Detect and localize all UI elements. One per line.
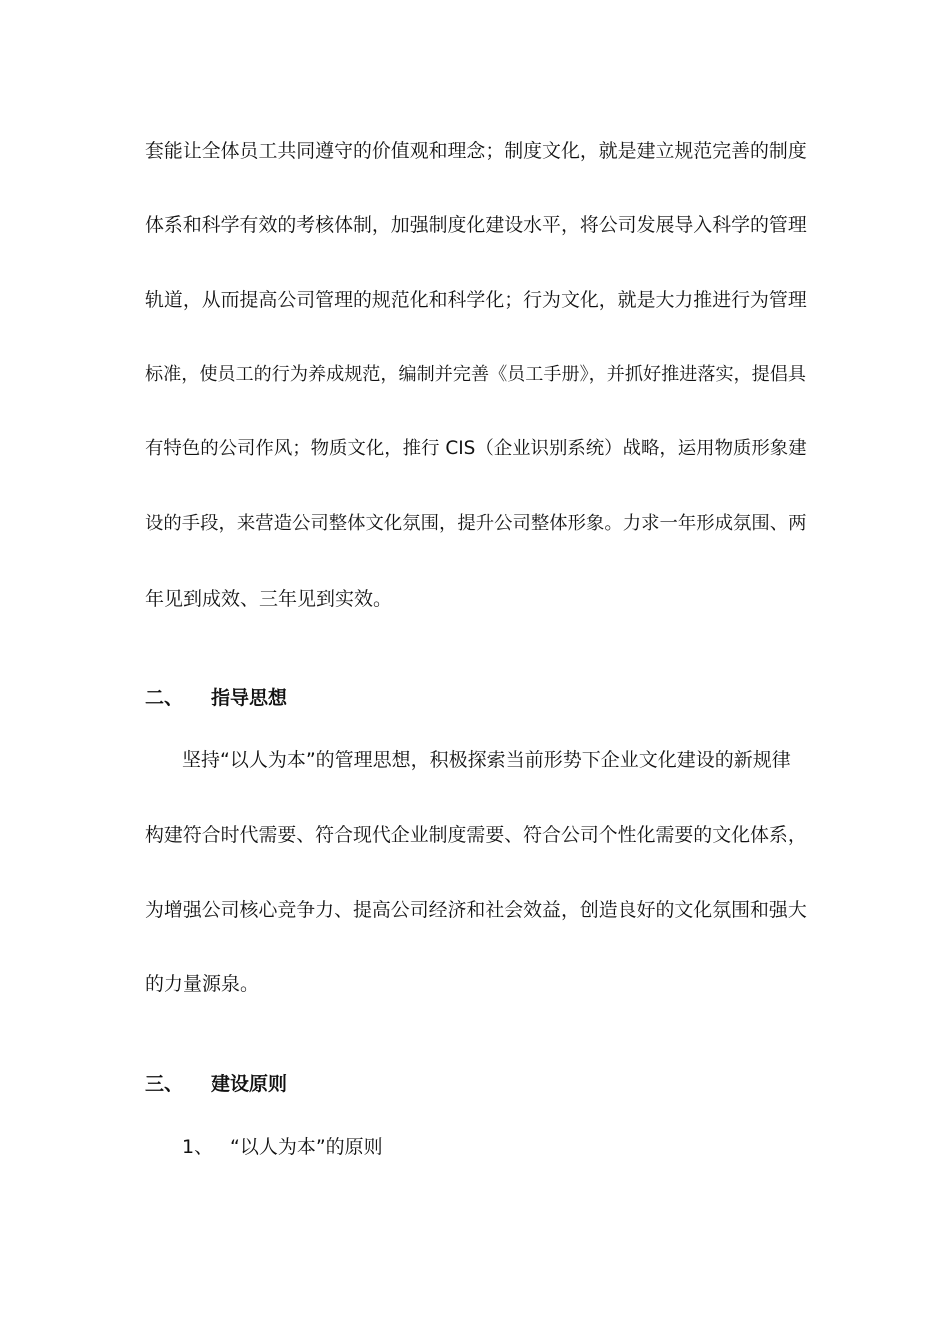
paragraph-line: 为增强公司核心竞争力、提高公司经济和社会效益，创造良好的文化氛围和强大 bbox=[145, 899, 807, 921]
paragraph-line: 体系和科学有效的考核体制，加强制度化建设水平，将公司发展导入科学的管理 bbox=[145, 214, 807, 236]
principle-item bbox=[182, 1135, 383, 1159]
item-number: 1、 bbox=[182, 1136, 214, 1158]
paragraph-line: 有特色的公司作风；物质文化，推行 CIS（企业识别系统）战略，运用物质形象建 bbox=[145, 438, 807, 459]
paragraph-line: 构建符合时代需要、符合现代企业制度需要、符合公司个性化需要的文化体系， bbox=[145, 824, 807, 846]
paragraph-line: 年见到成效、三年见到实效。 bbox=[145, 588, 393, 610]
paragraph-line: 设的手段，来营造公司整体文化氛围，提升公司整体形象。力求一年形成氛围、两 bbox=[145, 513, 807, 534]
paragraph-line: 轨道，从而提高公司管理的规范化和科学化；行为文化，就是大力推进行为管理 bbox=[145, 289, 807, 311]
section-heading-guiding-ideology bbox=[145, 686, 287, 710]
section-number: 三、 bbox=[145, 1073, 184, 1095]
section-heading-construction-principles bbox=[145, 1072, 287, 1096]
paragraph-line: 坚持“以人为本”的管理思想，积极探索当前形势下企业文化建设的新规律 bbox=[182, 749, 791, 771]
section-number: 二、 bbox=[145, 687, 184, 709]
section-title: 建设原则 bbox=[211, 1073, 288, 1095]
section-title: 指导思想 bbox=[211, 687, 288, 709]
paragraph-line: 套能让全体员工共同遵守的价值观和理念；制度文化，就是建立规范完善的制度 bbox=[145, 140, 807, 162]
paragraph-line: 的力量源泉。 bbox=[145, 973, 260, 995]
paragraph-line: 标准，使员工的行为养成规范，编制并完善《员工手册》，并抓好推进落实，提倡具 bbox=[145, 364, 806, 385]
item-text: “以人为本”的原则 bbox=[230, 1136, 383, 1158]
